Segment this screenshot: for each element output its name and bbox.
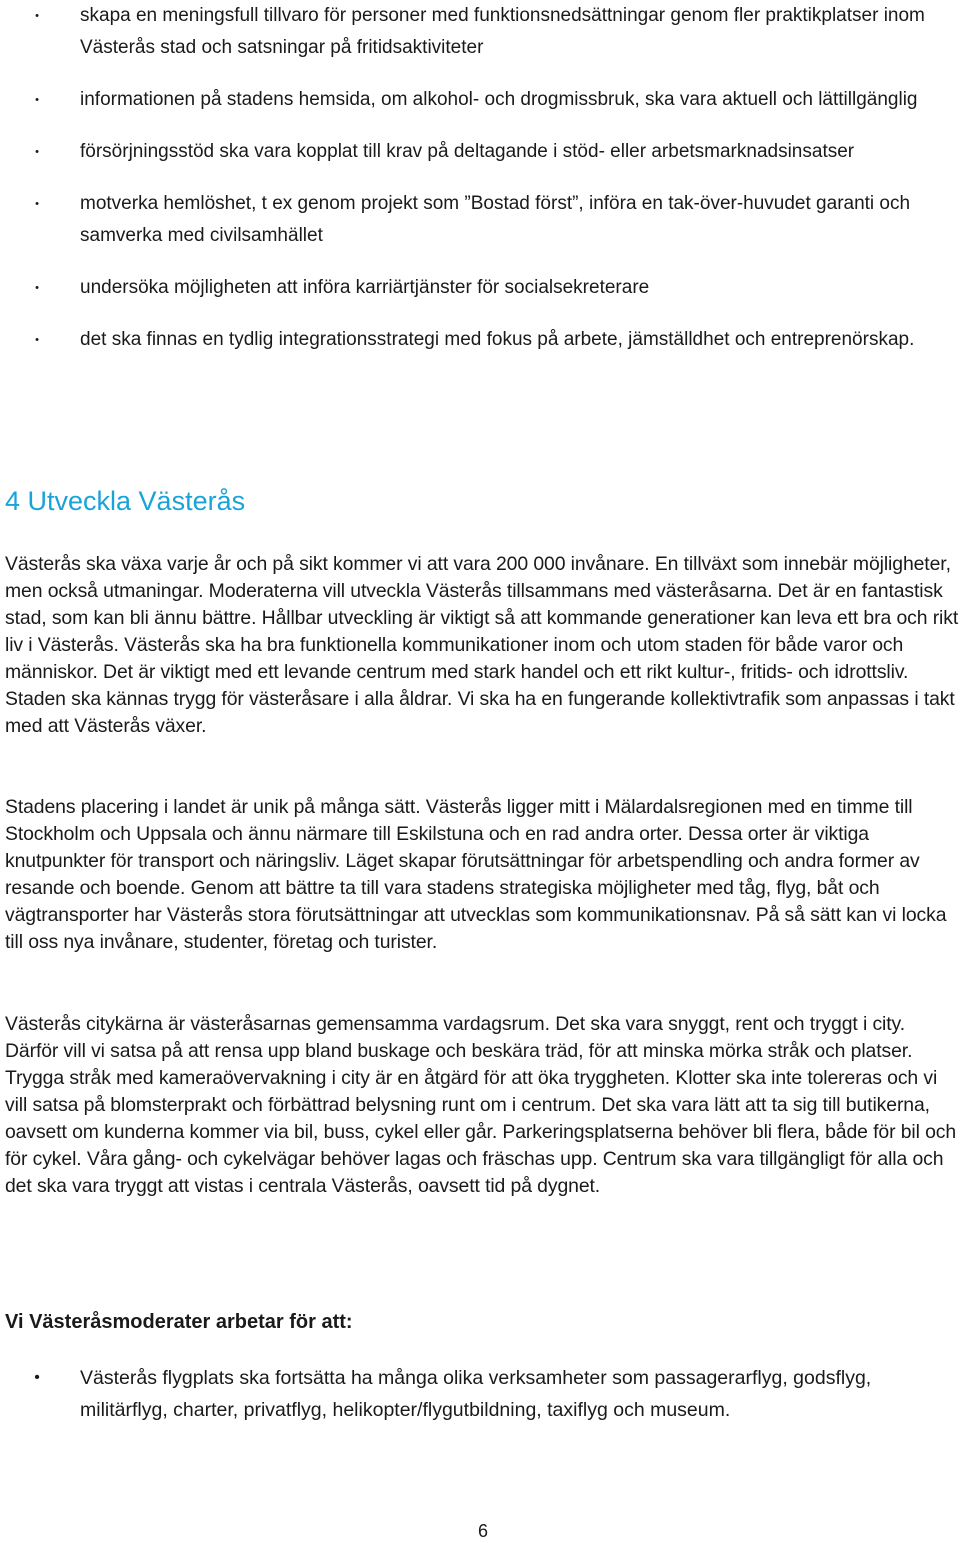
list-item-text: det ska finnas en tydlig integrationsstrategi med fokus på arbete, jämställdhet och entreprenörskap. — [80, 329, 915, 350]
list-item — [0, 0, 960, 64]
bullet-icon: • — [35, 94, 39, 106]
paragraph: Västerås citykärna är västeråsarnas gemensamma vardagsrum. Det ska vara snyggt, rent och tryggt i city. Därför vill vi satsa på att rensa upp bland buskage och beskära träd, för att minska mörka stråk och platser. Trygga stråk med kameraövervakning i city är en åtgärd för att öka tryggheten. Klotter ska inte tolereras och vi vill satsa på blomsterprakt och förbättrad belysning runt om i centrum. Det ska vara lätt att ta sig till butikerna, oavsett om kunderna kommer via bil, buss, cykel eller går. Parkeringsplatserna behöver bli flera, både för bil och för cykel. Våra gång- och cykelvägar behöver lagas och fräschas upp. Centrum ska vara tillgängligt för alla och det ska vara tryggt att vistas i centrala Västerås, oavsett tid på dygnet. — [5, 1013, 957, 1197]
list-item-text: motverka hemlöshet, t ex genom projekt som ”Bostad först”, införa en tak-över-huvudet garanti och samverka med civilsamhället — [80, 193, 911, 246]
bullet-icon: • — [34, 1369, 40, 1386]
paragraph: Stadens placering i landet är unik på många sätt. Västerås ligger mitt i Mälardalsregionen med en timme till Stockholm och Uppsala och ännu närmare till Eskilstuna och en rad andra orter. Dessa orter är viktiga knutpunkter för transport och näringsliv. Läget skapar förutsättningar för arbetspendling och andra former av resande och boende. Genom att bättre ta till vara stadens strategiska möjligheter med tåg, flyg, båt och vägtransporter har Västerås stora förutsättningar att utvecklas som kommunikationsnav. På så sätt kan vi locka till oss nya invånare, studenter, företag och turister. — [5, 796, 947, 953]
bullet-list-bottom — [0, 1362, 960, 1426]
list-item — [0, 188, 960, 252]
list-item — [0, 324, 960, 356]
bullet-list-top — [0, 0, 960, 356]
list-item-text: skapa en meningsfull tillvaro för personer med funktionsnedsättningar genom fler praktikplatser inom Västerås stad och satsningar på fritidsaktiviteter — [80, 5, 925, 58]
list-item — [0, 272, 960, 304]
bullet-icon: • — [35, 282, 39, 294]
list-item-text: informationen på stadens hemsida, om alkohol- och drogmissbruk, ska vara aktuell och lättillgänglig — [80, 89, 918, 110]
section-heading: 4 Utveckla Västerås — [5, 486, 246, 516]
bullet-icon: • — [35, 334, 39, 346]
list-item-text: undersöka möjligheten att införa karriärtjänster för socialsekreterare — [80, 277, 650, 298]
list-item-text: Västerås flygplats ska fortsätta ha många olika verksamheter som passagerarflyg, godsflyg, militärflyg, charter, privatflyg, helikopter/flygutbildning, taxiflyg och museum. — [80, 1367, 872, 1421]
list-item — [0, 1362, 960, 1426]
bullet-icon: • — [35, 198, 39, 210]
bullet-icon: • — [35, 146, 39, 158]
list-item — [0, 136, 960, 168]
page-number: 6 — [477, 1521, 488, 1541]
subheading: Vi Västeråsmoderater arbetar för att: — [5, 1311, 353, 1333]
paragraph: Västerås ska växa varje år och på sikt kommer vi att vara 200 000 invånare. En tillväxt som innebär möjligheter, men också utmaningar. Moderaterna vill utveckla Västerås tillsammans med västeråsarna. Det är en fantastisk stad, som kan bli ännu bättre. Hållbar utveckling är viktigt så att kommande generationer kan leva ett bra och rikt liv i Västerås. Västerås ska ha bra funktionella kommunikationer inom och utom staden för både varor och människor. Det är viktigt med ett levande centrum med stark handel och ett rikt kultur-, fritids- och idrottsliv. Staden ska kännas trygg för västeråsare i alla åldrar. Vi ska ha en fungerande kollektivtrafik som anpassas i takt med att Västerås växer. — [5, 553, 959, 737]
list-item-text: försörjningsstöd ska vara kopplat till krav på deltagande i stöd- eller arbetsmarknadsinsatser — [80, 141, 855, 162]
bullet-icon: • — [35, 10, 39, 22]
list-item — [0, 84, 960, 116]
